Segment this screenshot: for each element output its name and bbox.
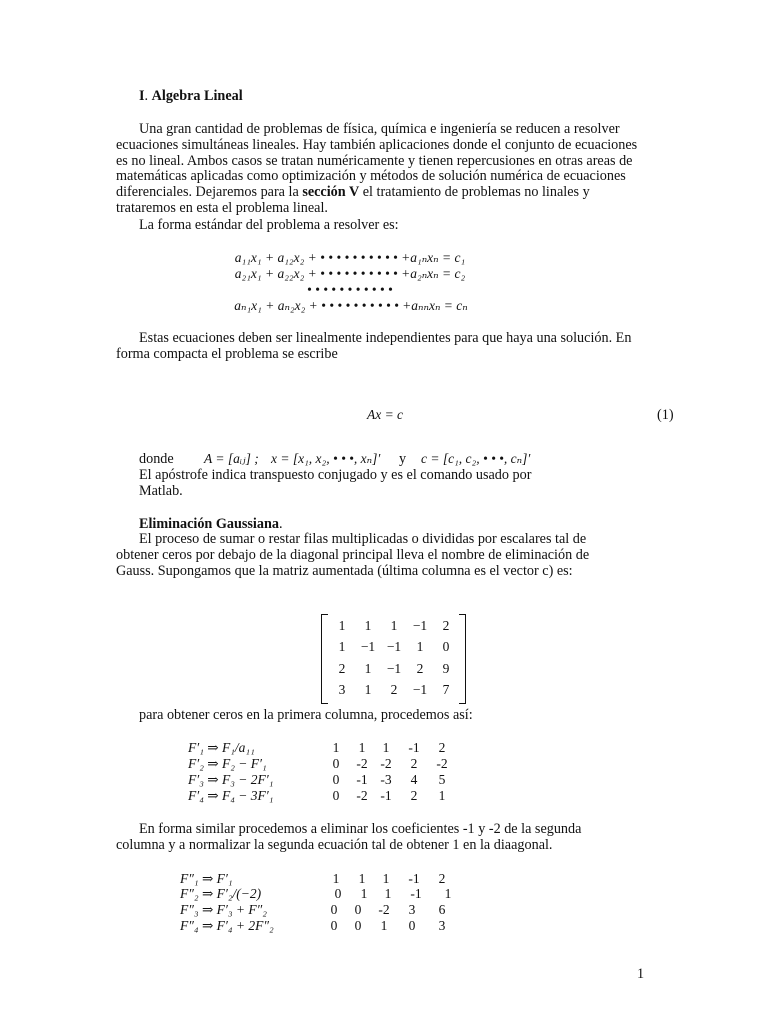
augmented-matrix [329, 615, 459, 701]
step1-op-3: F′₃ ⇒ F₃ − 2F′₁ [188, 772, 274, 787]
system-row-1: a₁₁x₁ + a₁₂x₂ + • • • • • • • • • • +a₁ₙxₙ = c₁ [234, 250, 466, 265]
step1-cell: 2 [438, 740, 446, 755]
step2-op-2: F″₂ ⇒ F′₂/(−2) [180, 886, 262, 901]
matrix-cell: 2 [416, 660, 424, 676]
step1-cell: 1 [382, 740, 390, 755]
step2-cell: 0 [408, 918, 416, 933]
A-definition: A = [aᵢⱼ] ; [204, 451, 259, 466]
matrix-cell: 1 [338, 617, 346, 633]
system-row-3: • • • • • • • • • • • [307, 282, 393, 297]
matrix-cell: −1 [412, 617, 428, 633]
step1-cell: 0 [332, 756, 340, 771]
step2-op-1: F″₁ ⇒ F′₁ [180, 871, 233, 886]
matrix-cell: 9 [442, 660, 450, 676]
section-number: I [139, 88, 145, 104]
matrix-cell: 1 [364, 660, 372, 676]
step2-cell: 1 [444, 886, 452, 901]
step1-cell: 1 [358, 740, 366, 755]
step2-cell: 2 [438, 871, 446, 886]
section-title: Algebra Lineal [151, 88, 243, 104]
first-column-text: para obtener ceros en la primera columna, procedemos así: [139, 707, 473, 723]
matrix-cell: 2 [338, 660, 346, 676]
step2-cell: 1 [358, 871, 366, 886]
step1-cell: -2 [356, 788, 368, 803]
page-number: 1 [637, 966, 645, 982]
step2-cell: 1 [380, 918, 388, 933]
step1-cell: -1 [356, 772, 368, 787]
system-row-4: aₙ₁x₁ + aₙ₂x₂ + • • • • • • • • • • +aₙₙxₙ = cₙ [234, 298, 468, 313]
matrix-cell: 0 [442, 639, 450, 655]
step1-cell: 2 [410, 756, 418, 771]
step2-cell: -1 [408, 871, 420, 886]
matrix-cell: 1 [338, 639, 346, 655]
matrix-cell: −1 [360, 639, 376, 655]
step1-cell: 2 [410, 788, 418, 803]
step2-cell: 3 [408, 902, 416, 917]
step2-op-3: F″₃ ⇒ F′₃ + F″₂ [180, 902, 267, 917]
step2-cell: 1 [332, 871, 340, 886]
system-row-2: a₂₁x₁ + a₂₂x₂ + • • • • • • • • • • +a₂ₙxₙ = c₂ [234, 266, 466, 281]
step1-cell: 0 [332, 772, 340, 787]
section-heading [139, 88, 243, 104]
step1-cell: -1 [408, 740, 420, 755]
step2-cell: 3 [438, 918, 446, 933]
step1-cell: 0 [332, 788, 340, 803]
step2-cell: 0 [354, 902, 362, 917]
step2-cell: 1 [384, 886, 392, 901]
matrix-row [329, 637, 459, 659]
intro-paragraph [116, 122, 652, 217]
standard-form-text: La forma estándar del problema a resolver es: [139, 217, 399, 233]
matrix-cell: 1 [390, 617, 398, 633]
gauss-heading [139, 516, 283, 532]
step1-cell: -2 [380, 756, 392, 771]
matrix-cell: 2 [442, 617, 450, 633]
step1-cell: 1 [332, 740, 340, 755]
step2-cell: -2 [378, 902, 390, 917]
gauss-title-dot: . [278, 516, 283, 532]
step1-cell: 1 [438, 788, 446, 803]
matrix-cell: 7 [442, 682, 450, 698]
step1-cell: 5 [438, 772, 446, 787]
matrix-cell: 1 [364, 617, 372, 633]
matrix-right-bracket [459, 614, 466, 704]
intro-text-2: el tratamiento de problemas no linales y trataremos en esta el problema lineal. [116, 184, 590, 216]
equation-number: (1) [657, 407, 674, 423]
gauss-title: Eliminación Gaussiana [139, 516, 279, 532]
matrix-cell: 3 [338, 682, 346, 698]
matrix-row [329, 680, 459, 702]
step2-cell: 1 [360, 886, 368, 901]
matrix-left-bracket [321, 614, 328, 704]
step1-op-2: F′₂ ⇒ F₂ − F′₁ [188, 756, 267, 771]
step2-cell: 1 [382, 871, 390, 886]
step2-op-4: F″₄ ⇒ F′₄ + 2F″₂ [180, 918, 274, 933]
step1-cell: -2 [436, 756, 448, 771]
c-definition: c = [c₁, c₂, • • •, cₙ]′ [421, 451, 531, 466]
step2-cell: 6 [438, 902, 446, 917]
step1-op-4: F′₄ ⇒ F₄ − 3F′₁ [188, 788, 274, 803]
intro-text-1: Una gran cantidad de problemas de física, química e ingeniería se reducen a resolver ecuaciones simultáneas lineales. Hay también aplicaciones donde el conjunto de ecuaciones es no lineal. Ambos casos se tratan numéricamente y tienen repercusiones en otras areas de matemáticas aplicadas como optimización y métodos de solución numérica de ecuaciones diferenciales. Dejaremos para la [116, 121, 638, 201]
step2-cell: 0 [334, 886, 342, 901]
y-connector: y [399, 451, 407, 467]
compact-equation: Ax = c [366, 407, 404, 422]
step1-cell: -1 [380, 788, 392, 803]
step1-cell: 4 [410, 772, 418, 787]
transpose-note-2: Matlab. [139, 483, 183, 499]
matrix-row [329, 615, 459, 637]
transpose-note-1: El apóstrofe indica transpuesto conjugado y es el comando usado por [139, 467, 532, 483]
section-dot: . [144, 88, 149, 104]
matrix-cell: −1 [412, 682, 428, 698]
step2-cell: -1 [410, 886, 422, 901]
independence-paragraph: Estas ecuaciones deben ser linealmente independientes para que haya una solución. En forma compacta el problema se escribe [116, 330, 632, 362]
donde-label: donde [139, 451, 174, 467]
step1-op-1: F′₁ ⇒ F₁/a₁₁ [188, 740, 255, 755]
step2-cell: 0 [354, 918, 362, 933]
gauss-description: El proceso de sumar o restar filas multiplicadas o divididas por escalares tal de obtener ceros por debajo de la diagonal principal lleva el nombre de eliminación de Gauss. Supongamos que la matriz aumentada (última columna es el vector c) es: [116, 531, 590, 579]
x-definition: x = [x₁, x₂, • • •, xₙ]′ [271, 451, 381, 466]
matrix-cell: −1 [386, 639, 402, 655]
second-paragraph: En forma similar procedemos a eliminar los coeficientes -1 y -2 de la segunda columna y a normalizar la segunda ecuación tal de obtener 1 en la diaagonal. [116, 821, 582, 853]
step1-cell: -2 [356, 756, 368, 771]
matrix-row [329, 658, 459, 680]
step2-cell: 0 [330, 902, 338, 917]
matrix-cell: 2 [390, 682, 398, 698]
step1-cell: -3 [380, 772, 392, 787]
step2-cell: 0 [330, 918, 338, 933]
intro-bold: sección V [302, 184, 360, 201]
matrix-cell: −1 [386, 660, 402, 676]
matrix-cell: 1 [364, 682, 372, 698]
matrix-cell: 1 [416, 639, 424, 655]
